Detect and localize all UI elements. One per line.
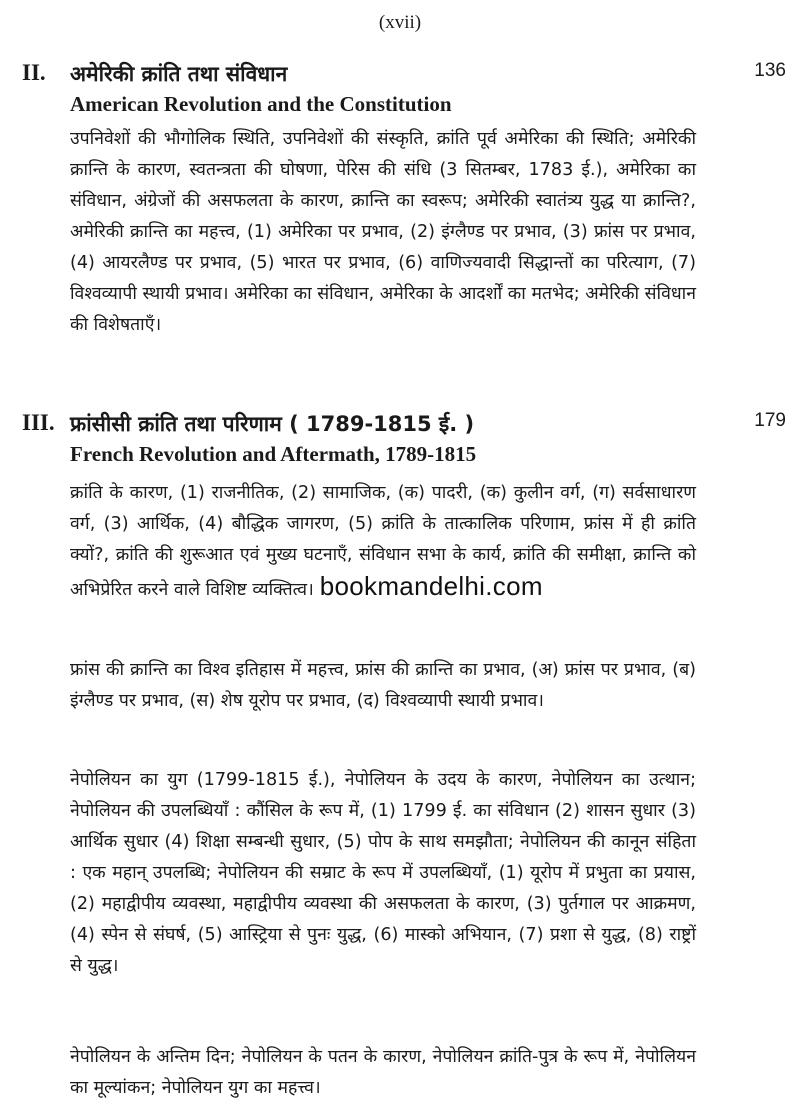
section-paragraph: फ्रांस की क्रान्ति का विश्व इतिहास में महत्त्व, फ्रांस की क्रान्ति का प्रभाव, (अ) फ्रांस पर प्रभाव, (ब) इंग्लैण्ड पर प्रभाव, (स) शेष यूरोप पर प्रभाव, (द) विश्वव्यापी स्थायी प्रभाव। [70,660,696,711]
section-paragraph: उपनिवेशों की भौगोलिक स्थिति, उपनिवेशों की संस्कृति, क्रांति पूर्व अमेरिका की स्थिति; अमेरिकी क्रान्ति के कारण, स्वतन्त्रता की घोषणा, पेरिस की संधि (3 सितम्बर, 1783 ई.), अमेरिका का संविधान, अंग्रेजों की असफलता के कारण, क्रान्ति का स्वरूप; अमेरिकी स्वातंत्र्य युद्ध या क्रान्ति?, अमेरिकी क्रान्ति का महत्त्व, (1) अमेरिका पर प्रभाव, (2) इंग्लैण्ड पर प्रभाव, (3) फ्रांस पर प्रभाव, (4) आयरलैण्ड पर प्रभाव, (5) भारत पर प्रभाव, (6) वाणिज्यवादी सिद्धान्तों का परित्याग, (7) विश्वव्यापी स्थायी प्रभाव। अमेरिका का संविधान, अमेरिका के आदर्शों का मतभेद; अमेरिकी संविधान की विशेषताएँ। [70,129,696,335]
paragraph-text: क्रांति के कारण, (1) राजनीतिक, (2) सामाजिक, (क) पादरी, (क) कुलीन वर्ग, (ग) सर्वसाधारण वर्ग, (3) आर्थिक, (4) बौद्धिक जागरण, (5) क्रांति के तात्कालिक परिणाम, फ्रांस में ही क्रांति क्यों?, क्रांति की शुरूआत एवं मुख्य घटनाएँ, संविधान सभा के कार्य, क्रांति की समीक्षा, क्रान्ति को अभिप्रेरित करने वाले विशिष्ट व्यक्तित्व। [70,483,696,600]
section-title-hindi: अमेरिकी क्रांति तथा संविधान [70,62,288,86]
section-paragraph: नेपोलियन का युग (1799-1815 ई.), नेपोलियन के उदय के कारण, नेपोलियन का उत्थान; नेपोलियन की उपलब्धियाँ : कौंसिल के रूप में, (1) 1799 ई. का संविधान (2) शासन सुधार (3) आर्थिक सुधार (4) शिक्षा सम्बन्धी सुधार, (5) पोप के साथ समझौता; नेपोलियन की कानून संहिता : एक महान् उपलब्धि; नेपोलियन की सम्राट के रूप में उपलब्धियाँ, (1) यूरोप में प्रभुता का प्रयास, (2) महाद्वीपीय व्यवस्था, महाद्वीपीय व्यवस्था की असफलता के कारण, (3) पुर्तगाल पर आक्रमण, (4) स्पेन से संघर्ष, (5) आस्ट्रिया से पुनः युद्ध, (6) मास्को अभियान, (7) प्रशा से युद्ध, (8) राष्ट्रों से युद्ध। [70,770,696,976]
section-title-english: American Revolution and the Constitution [70,92,452,116]
section-paragraph: नेपोलियन के अन्तिम दिन; नेपोलियन के पतन के कारण, नेपोलियन क्रांति-पुत्र के रूप में, नेपोलियन का मूल्यांकन; नेपोलियन युग का महत्त्व। [70,1047,697,1098]
section-title-hindi: फ्रांसीसी क्रांति तथा परिणाम ( 1789-1815 ई. ) [70,412,475,436]
section-paragraph [70,478,696,606]
section-title-english: French Revolution and Aftermath, 1789-1815 [70,442,477,466]
watermark-text: bookmandelhi.com [319,571,543,601]
section-numeral: III. [22,410,55,435]
page-number: (xvii) [378,12,422,33]
section-page-number: 179 [754,410,786,431]
section-numeral: II. [22,60,46,85]
section-page-number: 136 [754,60,786,81]
